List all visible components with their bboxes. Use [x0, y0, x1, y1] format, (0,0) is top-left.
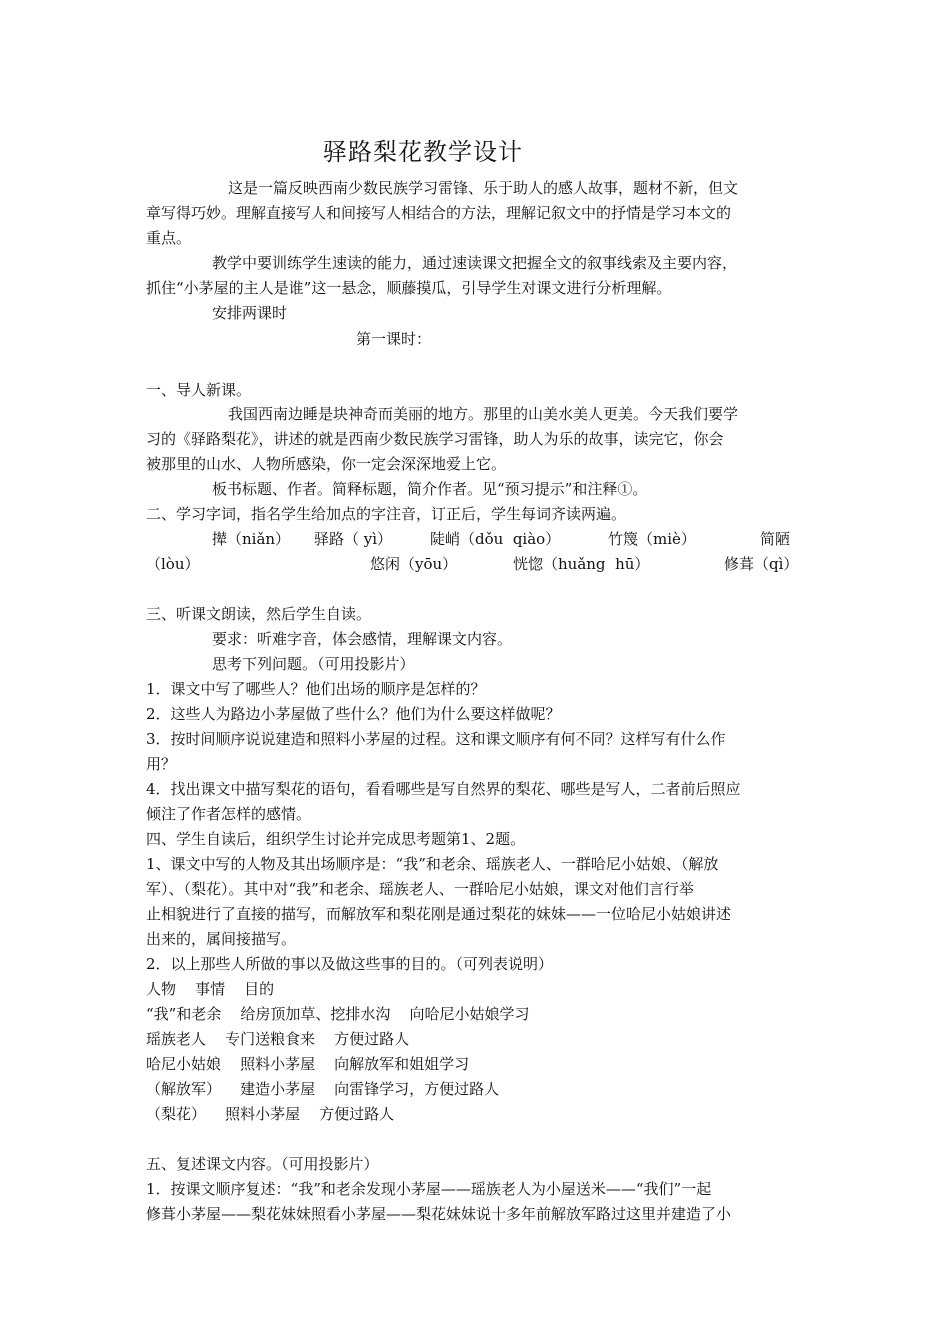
answer1-line: 1、课文中写的人物及其出场顺序是：“我”和老余、瑶族老人、一群哈尼小姑娘、（解放: [146, 855, 719, 873]
section1-line-3: 被那里的山水、人物所感染，你一定会深深地爱上它。: [146, 455, 507, 473]
table-row: （梨花） 照料小茅屋 方便过路人: [146, 1105, 395, 1123]
section5-heading: 五、复述课文内容。（可用投影片）: [146, 1155, 379, 1173]
section2-heading: 二、学习字词，指名学生给加点的字注音，订正后，学生每词齐读两遍。: [146, 505, 627, 523]
table-row: 人物 事情 目的: [146, 980, 275, 998]
vocab-item: （lòu）: [146, 555, 200, 573]
section3-heading: 三、听课文朗读，然后学生自读。: [146, 605, 372, 623]
question-line: 2．这些人为路边小茅屋做了些什么？他们为什么要这样做呢？: [146, 705, 561, 723]
section1-line-1: 我国西南边睡是块神奇而美丽的地方。那里的山美水美人更美。今天我们要学: [228, 405, 739, 423]
section3-requirement: 要求：听难字音，体会感情，理解课文内容。: [212, 630, 513, 648]
intro-line-1: 这是一篇反映西南少数民族学习雷锋、乐于助人的感人故事，题材不新，但文: [228, 179, 739, 197]
vocab-item: 驿路（ yì）: [314, 530, 393, 548]
vocab-item: 撵（niǎn）: [212, 530, 291, 548]
intro-line-6: 安排两课时: [212, 304, 288, 322]
vocab-item: 悠闲（yōu）: [370, 555, 458, 573]
document-title: 驿路梨花教学设计: [323, 138, 523, 166]
vocab-item: 竹篾（miè）: [608, 530, 696, 548]
question-line: 用？: [146, 755, 177, 773]
intro-line-2: 章写得巧妙。理解直接写人和间接写人相结合的方法，理解记叙文中的抒情是学习本文的: [146, 204, 732, 222]
section5-line-2: 修葺小茅屋——梨花妹妹照看小茅屋——梨花妹妹说十多年前解放军路过这里并建造了小: [146, 1205, 732, 1223]
question-line: 4．找出课文中描写梨花的语句，看看哪些是写自然界的梨花、哪些是写人，二者前后照应: [146, 780, 741, 798]
answer1-line: 出来的，属间接描写。: [146, 930, 297, 948]
question-line: 倾注了作者怎样的感情。: [146, 805, 312, 823]
table-row: “我”和老余 给房顶加草、挖排水沟 向哈尼小姑娘学习: [146, 1005, 530, 1023]
section5-line-1: 1．按课文顺序复述：“我”和老余发现小茅屋——瑶族老人为小屋送米——“我们”一起: [146, 1180, 712, 1198]
section1-line-4: 板书标题、作者。简释标题，简介作者。见“预习提示”和注释①。: [212, 480, 648, 498]
vocab-item: 恍惚（huǎng hū）: [513, 555, 650, 573]
intro-line-4: 教学中要训练学生速读的能力，通过速读课文把握全文的叙事线索及主要内容，: [212, 254, 738, 272]
answer1-line: 止相貌进行了直接的描写，而解放军和梨花刚是通过梨花的妹妹——一位哈尼小姑娘讲述: [146, 905, 732, 923]
vocab-item: 简陋: [760, 530, 791, 548]
question-line: 1．课文中写了哪些人？他们出场的顺序是怎样的？: [146, 680, 486, 698]
question-line: 3．按时间顺序说说建造和照料小茅屋的过程。这和课文顺序有何不同？这样写有什么作: [146, 730, 726, 748]
answer2-line: 2．以上那些人所做的事以及做这些事的目的。（可列表说明）: [146, 955, 554, 973]
section4-heading: 四、学生自读后，组织学生讨论并完成思考题第1、2题。: [146, 830, 526, 848]
table-row: 瑶族老人 专门送粮食来 方便过路人: [146, 1030, 410, 1048]
intro-line-3: 重点。: [146, 229, 192, 247]
intro-line-5: 抓住“小茅屋的主人是谁”这一悬念，顺藤摸瓜，引导学生对课文进行分析理解。: [146, 279, 672, 297]
vocab-item: 修葺（qì）: [724, 555, 799, 573]
lesson-heading: 第一课时：: [356, 330, 432, 348]
section1-line-2: 习的《驿路梨花》，讲述的就是西南少数民族学习雷锋，助人为乐的故事，读完它，你会: [146, 430, 724, 448]
section3-think: 思考下列问题。（可用投影片）: [212, 655, 415, 673]
table-row: 哈尼小姑娘 照料小茅屋 向解放军和姐姐学习: [146, 1055, 470, 1073]
answer1-line: 军）、（梨花）。其中对“我”和老余、瑶族老人、一群哈尼小姑娘，课文对他们言行举: [146, 880, 694, 898]
section1-heading: 一、导人新课。: [146, 381, 252, 399]
table-row: （解放军） 建造小茅屋 向雷锋学习，方便过路人: [146, 1080, 500, 1098]
vocab-item: 陡峭（dǒu qiào）: [430, 530, 561, 548]
